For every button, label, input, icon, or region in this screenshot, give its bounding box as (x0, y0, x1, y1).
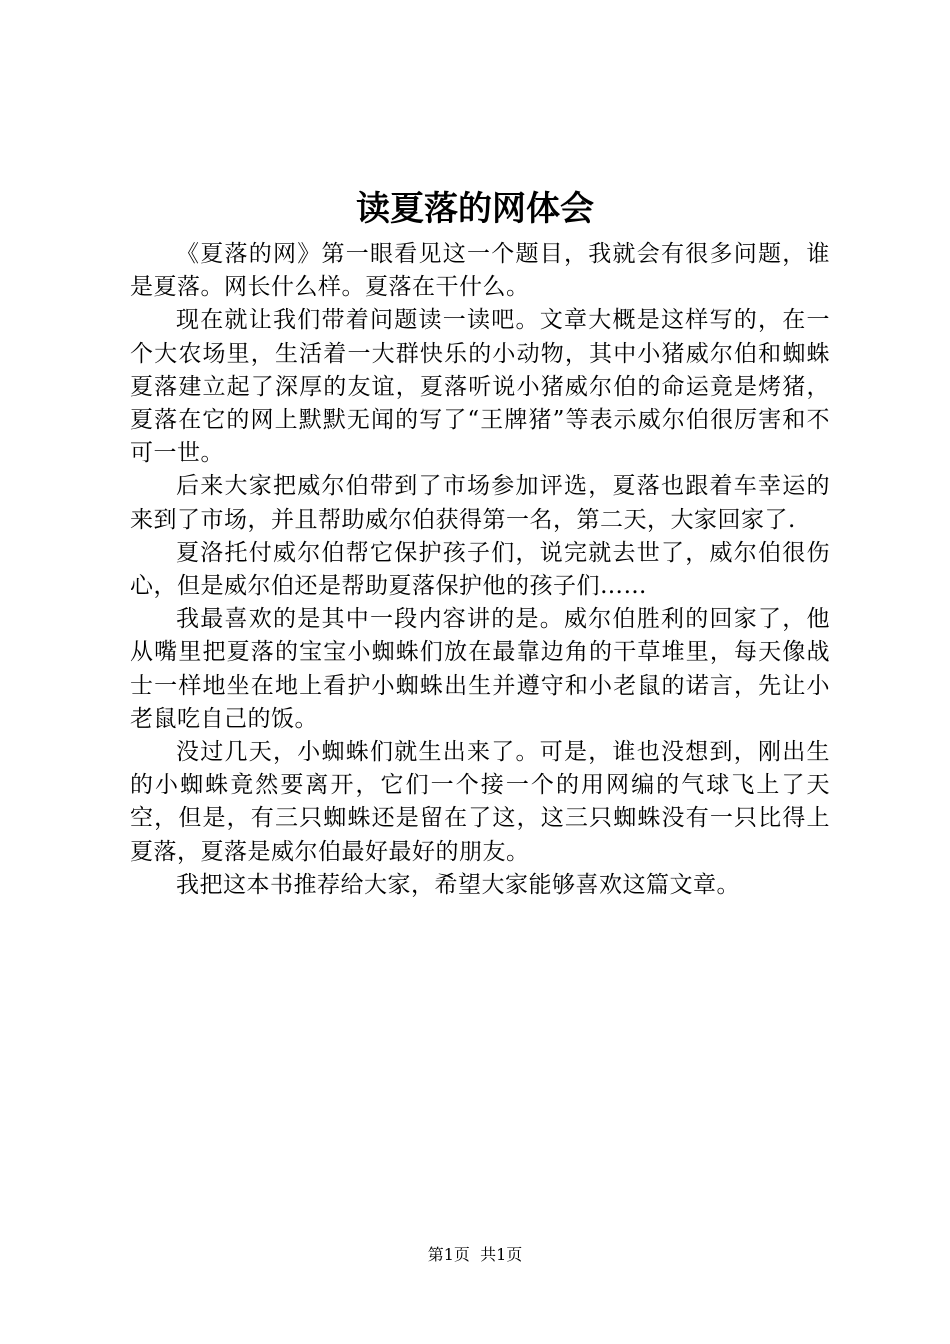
paragraph: 没过几天，小蜘蛛们就生出来了。可是，谁也没想到，刚出生的小蜘蛛竟然要离开，它们一个接一个的用网编的气球飞上了天空，但是，有三只蜘蛛还是留在了这，这三只蜘蛛没有一只比得上夏落，夏落是威尔伯最好最好的朋友。 (130, 739, 830, 865)
paragraph: 我最喜欢的是其中一段内容讲的是。威尔伯胜利的回家了，他从嘴里把夏落的宝宝小蜘蛛们放在最靠边角的干草堆里，每天像战士一样地坐在地上看护小蜘蛛出生并遵守和小老鼠的诺言，先让小老鼠吃自己的饭。 (130, 606, 830, 732)
document-body (130, 238, 830, 902)
document-title: 读夏落的网体会 (356, 189, 594, 229)
page-footer (0, 1244, 950, 1266)
paragraph: 《夏落的网》第一眼看见这一个题目，我就会有很多问题，谁是夏落。网长什么样。夏落在干什么。 (130, 241, 830, 301)
paragraph: 我把这本书推荐给大家，希望大家能够喜欢这篇文章。 (176, 871, 740, 898)
paragraph: 夏洛托付威尔伯帮它保护孩子们，说完就去世了，威尔伯很伤心，但是威尔伯还是帮助夏落保护他的孩子们…… (130, 539, 830, 600)
paragraph: 后来大家把威尔伯带到了市场参加评选，夏落也跟着车幸运的来到了市场，并且帮助威尔伯获得第一名，第二天，大家回家了. (130, 473, 830, 533)
paragraph: 现在就让我们带着问题读一读吧。文章大概是这样写的，在一个大农场里，生活着一大群快乐的小动物，其中小猪威尔伯和蜘蛛夏落建立起了深厚的友谊，夏落听说小猪威尔伯的命运竟是烤猪，夏落在它的网上默默无闻的写了“王牌猪”等表示威尔伯很厉害和不可一世。 (130, 307, 830, 467)
page-number: 第1页 共1页 (427, 1245, 523, 1264)
